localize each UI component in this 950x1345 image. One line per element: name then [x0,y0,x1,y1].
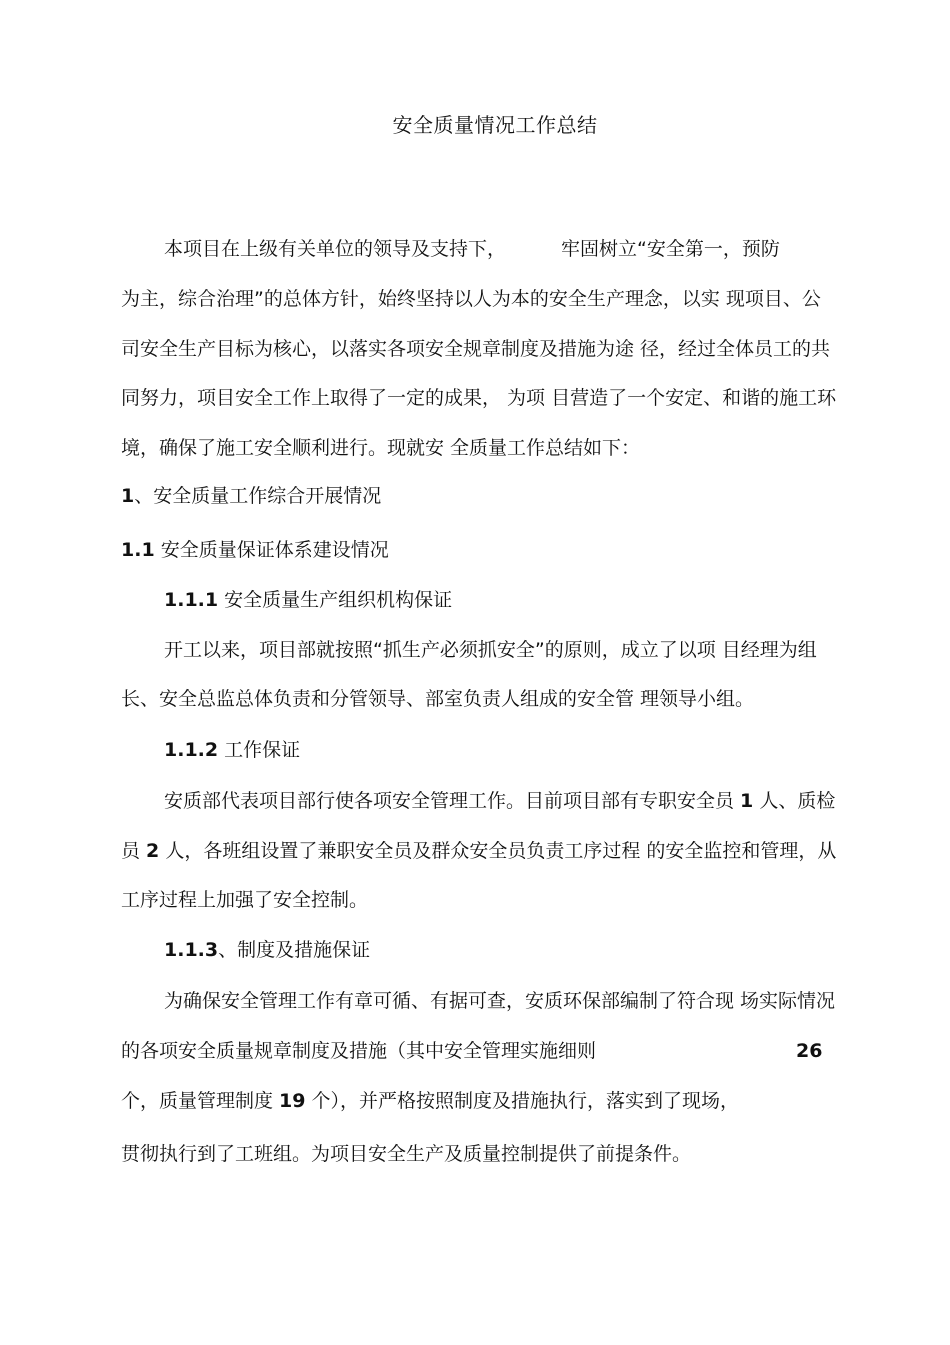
para-1-1-3-line-1: 为确保安全管理工作有章可循、有据可查，安质环保部编制了符合现 场实际情况 [164,990,836,1012]
heading-1-1-1 [164,587,452,613]
heading-1-1-2 [164,737,300,763]
heading-1-1-3-text: 、制度及措施保证 [218,939,371,961]
para-1-1-2-line-3: 工序过程上加强了安全控制。 [121,889,369,911]
para-1-1-3-line-3-a: 个，质量管理制度 [121,1090,280,1112]
intro-line-3: 司安全生产目标为核心，以落实各项安全规章制度及措施为途 径，经过全体员工的共 [121,338,831,360]
para-1-1-3-line-4: 贯彻执行到了工班组。为项目安全生产及质量控制提供了前提条件。 [121,1143,692,1165]
heading-1-1-text: 安全质量保证体系建设情况 [154,539,389,561]
heading-1-1-number: 1.1 [121,539,155,561]
intro-line-1b: 牢固树立“安全第一，预防 [561,238,780,260]
para-1-1-1-line-2: 长、安全总监总体负责和分管领导、部室负责人组成的安全管 理领导小组。 [121,688,755,710]
quality-rules-count: 19 [279,1090,306,1112]
safety-officer-count: 1 [740,790,754,812]
heading-1 [121,483,381,509]
heading-1-1-3 [164,937,370,963]
document-title: 安全质量情况工作总结 [392,113,598,137]
para-1-1-2-line-2-a: 员 [121,840,147,862]
para-1-1-1-line-1: 开工以来，项目部就按照“抓生产必须抓安全”的原则，成立了以项 目经理为组 [164,639,817,661]
safety-rules-count: 26 [796,1040,823,1062]
para-1-1-2-line-2-b: 人，各班组设置了兼职安全员及群众安全员负责工序过程 的安全监控和管理，从 [159,840,837,862]
para-1-1-3-line-3 [121,1088,739,1114]
para-1-1-2-line-1-a: 安质部代表项目部行使各项安全管理工作。目前项目部有专职安全员 [164,790,741,812]
heading-1-1-2-text: 工作保证 [218,739,301,761]
heading-1-1-3-number: 1.1.3 [164,939,219,961]
para-1-1-2-line-1 [164,788,835,814]
intro-line-1a: 本项目在上级有关单位的领导及支持下， [164,238,507,260]
intro-line-5: 境，确保了施工安全顺利进行。现就安 全质量工作总结如下： [121,437,641,459]
heading-1-1-2-number: 1.1.2 [164,739,219,761]
heading-1-1-1-number: 1.1.1 [164,589,219,611]
inspector-count: 2 [146,840,160,862]
heading-1-text: 、安全质量工作综合开展情况 [134,485,382,507]
intro-line-2: 为主，综合治理”的总体方针，始终坚持以人为本的安全生产理念，以实 现项目、公 [121,288,821,310]
intro-line-4: 同努力，项目安全工作上取得了一定的成果， 为项 目营造了一个安定、和谐的施工环 [121,387,837,409]
para-1-1-3-line-2: 的各项安全质量规章制度及措施（其中安全管理实施细则 [121,1040,597,1062]
heading-1-1 [121,537,389,563]
para-1-1-2-line-1-b: 人、质检 [753,790,836,812]
heading-1-number: 1 [121,485,135,507]
heading-1-1-1-text: 安全质量生产组织机构保证 [218,589,453,611]
para-1-1-3-line-3-b: 个），并严格按照制度及措施执行，落实到了现场， [305,1090,740,1112]
para-1-1-2-line-2 [121,838,836,864]
